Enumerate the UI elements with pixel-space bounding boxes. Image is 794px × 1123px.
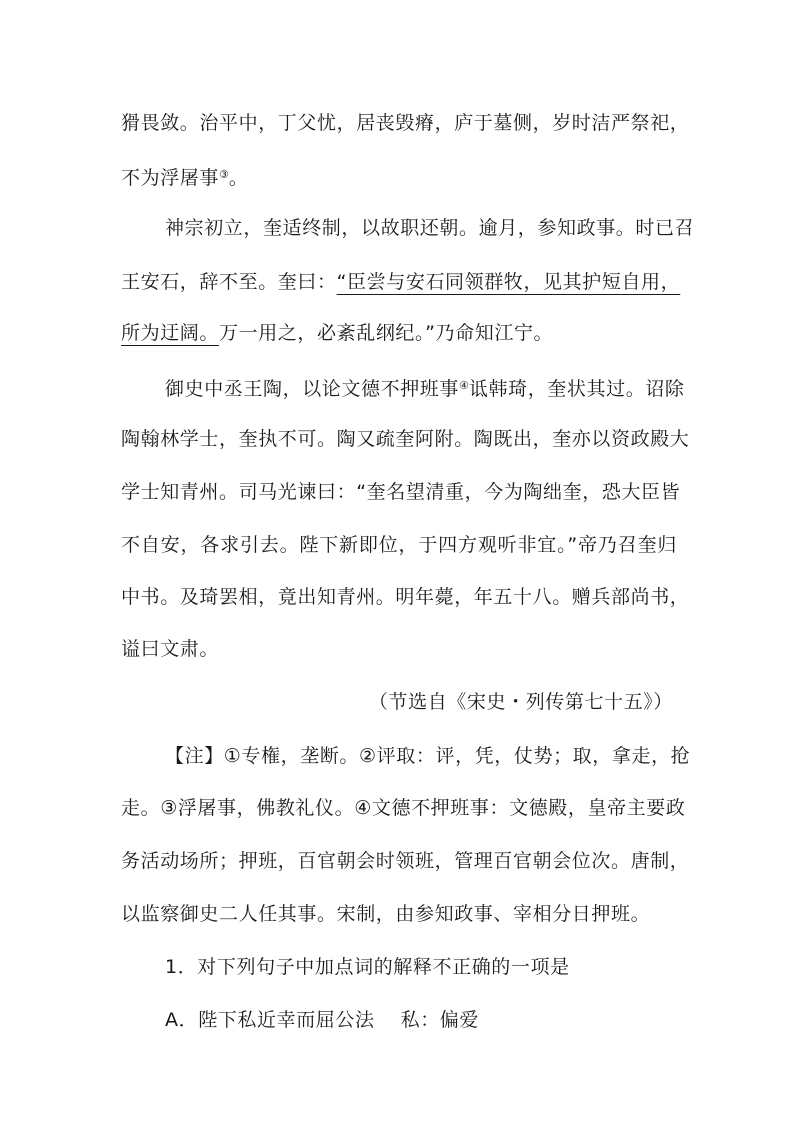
- notes-line2: 走。③浮屠事，佛教礼仪。④文德不押班事：文德殿，皇帝主要政: [121, 797, 686, 819]
- paragraph3-line1-post: 诋韩琦，奎状其过。诏除: [468, 378, 685, 400]
- paragraph3-line4: 不自安，各求引去。陛下新即位，于四方观听非宜。”帝乃召奎归: [121, 534, 677, 556]
- footnote-mark-4: ④: [459, 379, 469, 392]
- underlined-sentence-part2: 所为迂阔。: [121, 322, 220, 344]
- paragraph2-line2: [121, 270, 681, 294]
- paragraph1-line2: [121, 163, 677, 190]
- source-citation: （节选自《宋史・列传第七十五》）: [368, 691, 673, 713]
- paragraph3-line1-pre: 御史中丞王陶，以论文德不押班事: [165, 378, 460, 400]
- paragraph2-line3-rest: 万一用之，必紊乱纲纪。”乃命知江宁。: [219, 322, 554, 344]
- paragraph3-line3: 学士知青州。司马光谏曰：“奎名望清重，今为陶绌奎，恐大臣皆: [121, 481, 681, 503]
- paragraph2-line2-pre: 王安石，辞不至。奎曰：: [121, 271, 337, 293]
- paragraph2-line1: 神宗初立，奎适终制，以故职还朝。逾月，参知政事。时已召: [165, 217, 695, 239]
- notes-line1: 【注】①专権，垄断。②评取：评，凭，仗势；取，拿走，抢: [165, 745, 691, 767]
- underlined-sentence-part1: “臣尝与安石同领群牧，见其护短自用，: [336, 271, 681, 293]
- option-a-gloss: 私：偏爱: [400, 1009, 480, 1031]
- paragraph1-line2-text: 不为浮屠事: [121, 167, 220, 189]
- paragraph3-line1: [165, 374, 685, 401]
- paragraph2-line3: [121, 321, 677, 345]
- paragraph3-line2: 陶翰林学士，奎执不可。陶又疏奎阿附。陶既出，奎亦以资政殿大: [121, 428, 690, 450]
- notes-line3: 务活动场所；押班，百官朝会时领班，管理百官朝会位次。唐制，: [121, 850, 690, 872]
- paragraph3-line6: 谥曰文肃。: [121, 638, 220, 660]
- question-stem: 1．对下列句子中加点词的解释不正确的一项是: [165, 956, 570, 978]
- notes-line4: 以监察御史二人任其事。宋制，由参知政事、宰相分日押班。: [121, 903, 651, 925]
- question-option-a: [165, 1008, 677, 1032]
- paragraph1-line2-end: 。: [228, 167, 249, 189]
- paragraph3-line5: 中书。及琦罢相，竟出知青州。明年薨，年五十八。赠兵部尚书，: [121, 586, 690, 608]
- footnote-mark-3: ③: [219, 168, 229, 181]
- option-a-sentence: A．陛下私近幸而屈公法: [165, 1009, 375, 1031]
- paragraph1-line1: 猾畏敛。治平中，丁父忧，居丧毁瘠，庐于墓侧，岁时洁严祭祀，: [121, 112, 690, 134]
